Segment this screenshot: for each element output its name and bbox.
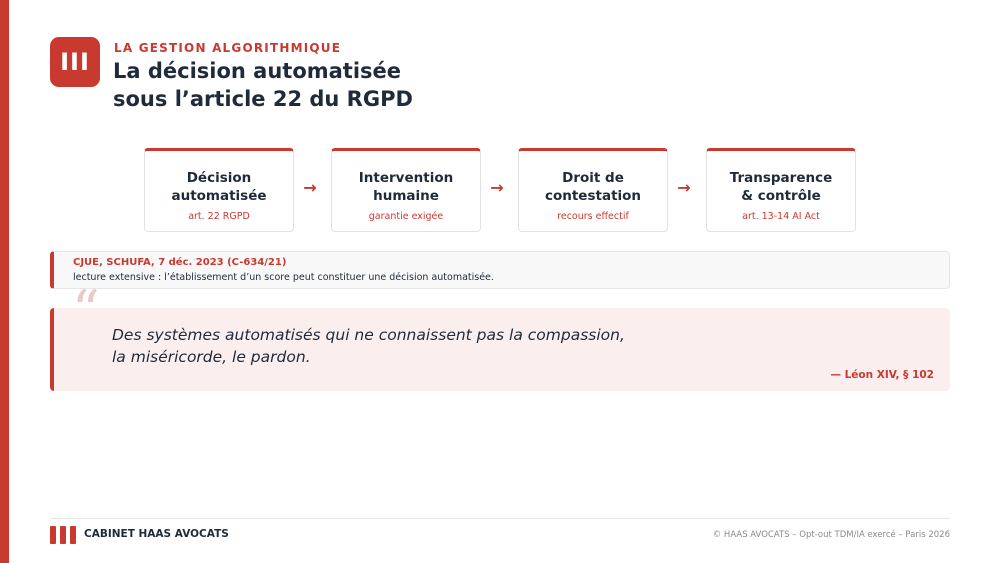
case-law-text: lecture extensive : l’établissement d’un score peut constituer une décision automatisée.: [73, 272, 494, 283]
quote-line-1: Des systèmes automatisés qui ne connaissent pas la compassion,: [112, 326, 625, 344]
arrow-right-icon: →: [303, 178, 317, 197]
step-subtitle: art. 22 RGPD: [188, 211, 250, 222]
step-card-decision: [144, 148, 294, 232]
section-number-badge: [50, 37, 100, 87]
case-law-title: CJUE, SCHUFA, 7 déc. 2023 (C-634/21): [73, 257, 287, 268]
quote-mark-icon: “: [72, 279, 100, 342]
step-subtitle: art. 13-14 AI Act: [742, 211, 820, 222]
step-title-line-1: Droit de: [562, 170, 624, 186]
arrow-right-icon: →: [677, 178, 691, 197]
logo-bar: [50, 526, 56, 544]
logo-bar: [70, 526, 76, 544]
step-title: [707, 169, 855, 205]
logo-bar: [60, 526, 66, 544]
quote-attribution: — Léon XIV, § 102: [830, 369, 934, 381]
footer-divider: [50, 518, 950, 519]
step-title: [145, 169, 293, 205]
arrow-right-icon: →: [490, 178, 504, 197]
step-subtitle: garantie exigée: [368, 211, 444, 222]
step-title-line-2: & contrôle: [741, 188, 821, 204]
footer-brand: CABINET HAAS AVOCATS: [84, 528, 229, 540]
page-title-line-1: La décision automatisée: [113, 59, 402, 83]
step-card-contestation: [518, 148, 668, 232]
step-title: [519, 169, 667, 205]
step-title-line-2: automatisée: [171, 188, 267, 204]
step-subtitle: recours effectif: [557, 211, 629, 222]
footer-copyright: © HAAS AVOCATS – Opt-out TDM/IA exercé – Paris 2026: [712, 530, 950, 540]
step-title-line-1: Décision: [186, 170, 252, 186]
page-title: [113, 57, 613, 113]
step-card-intervention: [331, 148, 481, 232]
step-title-line-2: humaine: [373, 188, 439, 204]
quote-line-2: la miséricorde, le pardon.: [112, 348, 311, 366]
step-title-line-1: Intervention: [358, 170, 454, 186]
step-card-transparence: [706, 148, 856, 232]
section-number: III: [60, 48, 90, 76]
step-title-line-2: contestation: [544, 188, 642, 204]
step-title: [332, 169, 480, 205]
section-eyebrow: LA GESTION ALGORITHMIQUE: [114, 41, 342, 55]
accent-edge-bar: [0, 0, 9, 563]
quote-text: [112, 324, 712, 368]
page-title-line-2: sous l’article 22 du RGPD: [113, 87, 413, 111]
step-title-line-1: Transparence: [729, 170, 833, 186]
quote-box: [50, 308, 950, 391]
case-law-box: [50, 251, 950, 289]
